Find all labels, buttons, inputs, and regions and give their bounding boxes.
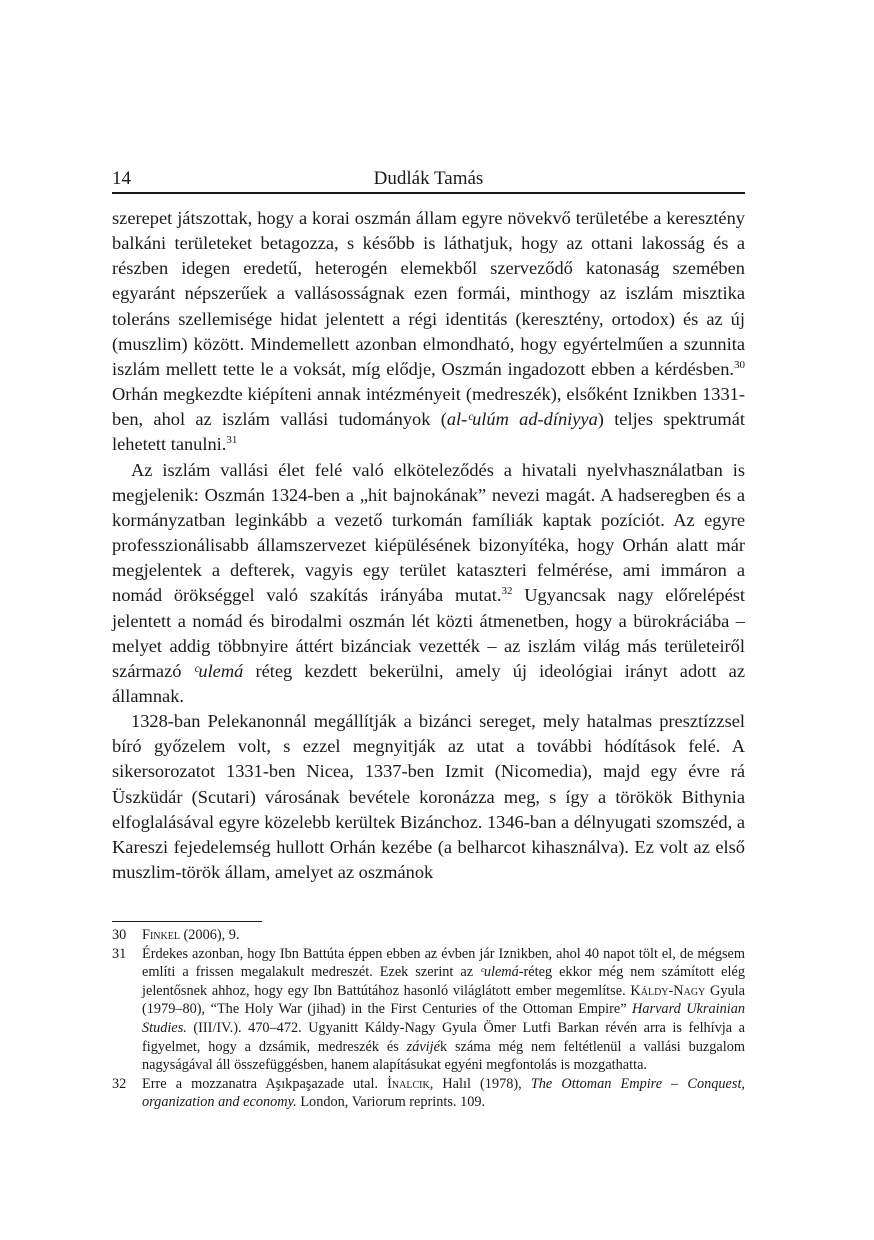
footnote-text-d: (III/IV.). 470–472. Ugyanitt Káldy-Nagy Gyula Ömer Lutfi Barkan révén arra is felhívja a figyelmet, hogy a dzsámik, medreszék és <box>142 1019 745 1055</box>
footnote-text <box>142 945 745 1075</box>
footnote-text-a: Érdekes azonban, hogy Ibn Battúta éppen ebben az évben jár Iznikben, ahol 40 napot tölt el, de mégsem említi a frissen megalakult medreszét. Ezek szerint az <box>142 945 745 981</box>
page-number: 14 <box>112 168 131 189</box>
footnote-journal-title: Harvard Ukrainian Studies. <box>142 1001 745 1036</box>
paragraph-3 <box>112 709 745 885</box>
footnote-text-a: Erre a mozzanatra Aşıkpaşazade utal. <box>142 1075 388 1092</box>
footnote-32 <box>112 1075 745 1112</box>
footnote-number: 30 <box>112 927 127 943</box>
paragraph-1-text-b: Orhán megkezdte kiépíteni annak intézményeit (medreszék), elsőként Iznikben 1331-ben, ahol az iszlám vallási tudományok ( <box>112 384 745 430</box>
footnote-author: Finkel <box>142 927 180 943</box>
paragraph-1 <box>112 206 745 458</box>
footnote-ref-30[interactable]: 30 <box>734 358 745 371</box>
paragraph-1-text-a: szerepet játszottak, hogy a korai oszmán állam egyre növekvő területébe a keresztény balkáni területeket betagozza, s később is láthatjuk, hogy az ottani lakosság és a részben idegen eredetű, heterogén elemekből szerveződő katonaság szemében egyaránt népszerűek a vallásosságnak ezen formái, minthogy az iszlám misztika toleráns szellemisége hidat jelentett a régi identitás (keresztény, ortodox) és az új (muszlim) között. Mindemellett azonban elmondható, hogy egyértelműen a szunnita iszlám mellett tette le a voksát, míg elődje, Oszmán ingadozott ebben a kérdésben. <box>112 208 745 379</box>
paragraph-2-text-b: Ugyancsak nagy előrelépést jelentett a nomád és birodalmi oszmán lét közti átmenetben, hogy a bürokráciába – melyet addig többnyire áttért bizánciak vezették – az iszlám világ más területeiről származó <box>112 585 746 681</box>
footnote-text <box>142 1075 745 1112</box>
footnote-author: Káldy-Nagy <box>630 982 706 999</box>
paragraph-2-italic-term: ᶜulemá <box>193 660 244 681</box>
footnote-text <box>142 926 745 945</box>
footnote-text-c: Gyula (1979–80), “The Holy War (jihad) in the First Centuries of the Ottoman Empire” <box>142 982 745 1018</box>
running-title: Dudlák Tamás <box>373 168 484 189</box>
body-text <box>112 206 745 885</box>
footnotes <box>112 926 745 1112</box>
footnote-italic-term: závijé <box>406 1038 440 1055</box>
footnote-text-c: London, Variorum reprints. 109. <box>296 1094 486 1111</box>
footnote-number: 31 <box>112 945 127 962</box>
footnote-30 <box>112 926 745 945</box>
header-rule <box>112 192 745 194</box>
footnote-citation: (2006), 9. <box>179 927 240 943</box>
paragraph-2-text-c: réteg kezdett bekerülni, amely új ideológiai irányt adott az államnak. <box>112 660 745 706</box>
paragraph-1-italic-term: al-ᶜulúm ad-díniyya <box>446 409 598 430</box>
footnote-number: 32 <box>112 1075 127 1092</box>
footnote-rule <box>112 921 262 922</box>
paragraph-2-text-a: Az iszlám vallási élet felé való elköteleződés a hivatali nyelvhasználatban is megjelenik: Oszmán 1324-ben a „hit bajnokának” nevezi magát. A hadseregben és a kormányzatban leginkább a vezető turkomán famíliák kaptak pozíciót. Az egyre professzionálisabb államszervezet kiépülésének bizonyítéka, hogy Orhán alatt már megjelentek a defterek, vagyis egy terület kataszteri felmérése, ami immáron a nomád örökséggel való szakítás irányába mutat. <box>112 459 745 606</box>
footnote-ref-31[interactable]: 31 <box>226 434 238 447</box>
paragraph-1-text-c: ) teljes spektrumát lehetett tanulni. <box>112 409 745 455</box>
footnote-31 <box>112 945 745 1075</box>
footnote-text-e: k száma még nem feltétlenül a vallási buzgalom nagyságával áll összefüggésben, hanem alapításukat egyéni megfontolás is mozgathatta. <box>142 1038 745 1074</box>
footnote-author: İnalcık <box>387 1075 430 1092</box>
footnote-italic-term: ᶜulemá <box>480 964 519 981</box>
paragraph-3-text: 1328-ban Pelekanonnál megállítják a bizánci sereget, mely hatalmas presztízzsel bíró győzelem volt, s ezzel megnyitják az utat a további hódítások felé. A sikersorozatot 1331-ben Nicea, 1337-ben Izmit (Nicomedia), majd egy évre rá Üszküdár (Scutari) városának bevétele koronázza meg, s így a törökök Bithynia elfoglalásával egyre közelebb kerültek Bizánchoz. 1346-ban a délnyugati szomszéd, a Kareszi fejedelemség hullott Orhán kezébe (a belharcot kihasználva). Ez volt az első muszlim-török állam, amelyet az oszmánok <box>112 711 745 883</box>
running-head <box>112 166 745 192</box>
footnote-ref-32[interactable]: 32 <box>501 585 513 598</box>
footnote-text-b: , Halıl (1978), <box>429 1075 531 1092</box>
footnote-text-b: -réteg ekkor még nem számított elég jelentősnek ahhoz, hogy egy Ibn Battútához hasonló világlátott ember megemlítse. <box>142 964 745 999</box>
paragraph-2 <box>112 458 745 710</box>
footnote-book-title: The Ottoman Empire – Conquest, organization and economy. <box>142 1075 745 1111</box>
